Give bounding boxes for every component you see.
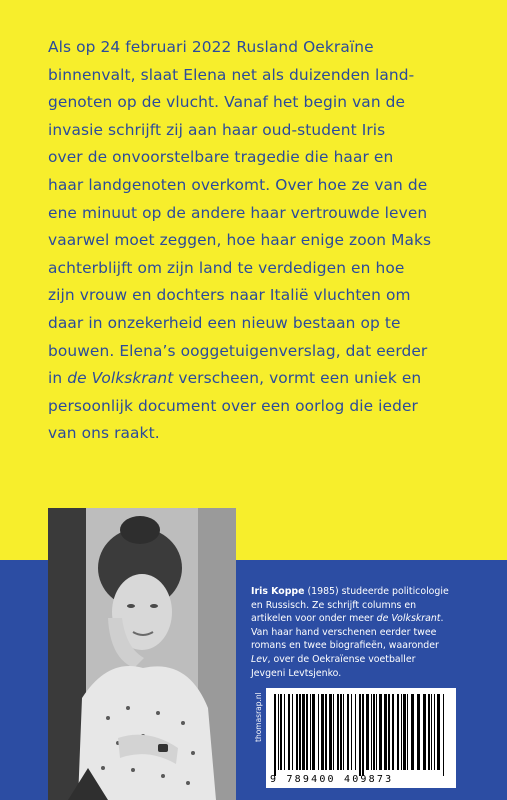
barcode-bar: [392, 694, 394, 770]
blurb-text: achterblijft om zijn land te verdedigen en hoe: [48, 258, 405, 277]
barcode-bar: [417, 694, 420, 770]
barcode-bar: [388, 694, 390, 770]
barcode-bar: [333, 694, 334, 770]
blurb-text: bouwen. Elena’s ooggetuigenverslag, dat eerder: [48, 341, 428, 360]
barcode-bar: [299, 694, 301, 770]
barcode-bar: [337, 694, 339, 770]
bio-text: Van haar hand verschenen eerder twee: [251, 626, 437, 638]
barcode-bar: [401, 694, 402, 770]
blurb-text: haar landgenoten overkomt. Over hoe ze van de: [48, 175, 428, 194]
barcode-bar: [340, 694, 342, 770]
blurb-line: [48, 393, 468, 421]
barcode-bar: [376, 694, 377, 770]
bio-line: [251, 639, 466, 653]
blurb-text: persoonlijk document over een oorlog die ieder: [48, 396, 418, 415]
blurb-line: [48, 282, 468, 310]
bio-text: Iris Koppe: [251, 586, 305, 597]
barcode-bar: [302, 694, 305, 770]
barcode-bar: [373, 694, 375, 770]
bio-line: [251, 612, 466, 626]
barcode-bar: [403, 694, 406, 770]
barcode-bar: [306, 694, 308, 770]
bio-line: [251, 653, 466, 667]
bio-line: [251, 585, 466, 599]
blurb-line: [48, 420, 468, 448]
barcode-bar: [355, 694, 356, 770]
bio-line: [251, 667, 466, 681]
blurb-text: zijn vrouw en dochters naar Italië vluchten om: [48, 286, 411, 305]
barcode-bar: [411, 694, 414, 770]
bio-text: .: [440, 613, 444, 625]
barcode-bar: [347, 694, 349, 770]
barcode-bar: [278, 694, 279, 770]
barcode-bar: [288, 694, 290, 770]
bio-text: (1985) studeerde politicologie: [304, 586, 449, 597]
barcode-bar: [431, 694, 432, 770]
blurb-text: in: [48, 369, 68, 388]
blurb-text: binnenvalt, slaat Elena net als duizenden land-: [48, 65, 415, 84]
barcode-bar: [384, 694, 387, 770]
barcode-bar: [407, 694, 408, 770]
bio-text: de Volkskrant: [376, 613, 441, 625]
barcode-bar: [296, 694, 298, 770]
blurb-line: [48, 172, 468, 200]
barcode-bar: [379, 694, 382, 770]
bio-line: [251, 599, 466, 613]
blurb-text: invasie schrijft zij aan haar oud-student Iris: [48, 120, 386, 139]
blurb-text: genoten op de vlucht. Vanaf het begin van de: [48, 93, 406, 112]
blurb-line: [48, 62, 468, 90]
barcode-icon: [266, 688, 456, 788]
barcode-bar: [359, 694, 361, 776]
barcode-bar: [280, 694, 282, 770]
barcode-bar: [318, 694, 319, 770]
blurb-line: [48, 227, 468, 255]
blurb-text: Als op 24 februari 2022 Rusland Oekraïne: [48, 38, 374, 56]
bio-line: [251, 626, 466, 640]
blurb-line: [48, 117, 468, 145]
bio-text: artikelen voor onder meer: [251, 613, 377, 625]
barcode-bar: [434, 694, 435, 770]
barcode-bar: [329, 694, 332, 770]
barcode-bar: [437, 694, 440, 770]
barcode-bar: [443, 694, 444, 776]
publisher-url: thomasrap.nl: [254, 692, 263, 742]
bio-text: en Russisch. Ze schrijft columns en: [251, 599, 417, 611]
barcode-bar: [325, 694, 327, 770]
barcode-bar: [312, 694, 315, 770]
blurb-line: [48, 34, 468, 62]
barcode-bar: [428, 694, 430, 770]
back-cover-blurb: [48, 34, 468, 448]
bio-text: Lev: [251, 653, 268, 665]
blurb-text: de Volkskrant: [67, 369, 174, 388]
bio-text: , over de Oekraïense voetballer: [267, 653, 416, 665]
blurb-line: [48, 365, 468, 393]
blurb-line: [48, 200, 468, 228]
blurb-text: van ons raakt.: [48, 424, 160, 443]
blurb-text: verscheen, vormt een uniek en: [173, 369, 422, 388]
blurb-line: [48, 89, 468, 117]
blurb-line: [48, 338, 468, 366]
blurb-text: daar in onzekerheid een nieuw bestaan op te: [48, 313, 401, 332]
author-photo: [48, 508, 236, 800]
blurb-line: [48, 310, 468, 338]
isbn-number: 9 789400 409873: [270, 774, 394, 785]
barcode-bar: [397, 694, 399, 770]
barcode-bar: [274, 694, 276, 776]
barcode-bar: [343, 694, 344, 770]
barcode-bar: [292, 694, 293, 770]
barcode-bar: [351, 694, 352, 770]
barcode-bar: [371, 694, 372, 770]
barcode-bar: [321, 694, 324, 770]
bio-text: Jevgeni Levtsjenko.: [251, 667, 342, 679]
author-bio: [251, 585, 466, 680]
blurb-text: ene minuut op de andere haar vertrouwde leven: [48, 203, 428, 222]
barcode-bar: [310, 694, 311, 770]
blurb-line: [48, 144, 468, 172]
barcode-bar: [366, 694, 369, 770]
bio-text: romans en twee biografieën, waaronder: [251, 640, 439, 652]
barcode-bar: [362, 694, 364, 776]
blurb-text: vaarwel moet zeggen, hoe haar enige zoon Maks: [48, 231, 432, 250]
blurb-text: over de onvoorstelbare tragedie die haar en: [48, 148, 394, 167]
blurb-line: [48, 255, 468, 283]
barcode-bar: [423, 694, 426, 770]
barcode-bar: [284, 694, 285, 770]
